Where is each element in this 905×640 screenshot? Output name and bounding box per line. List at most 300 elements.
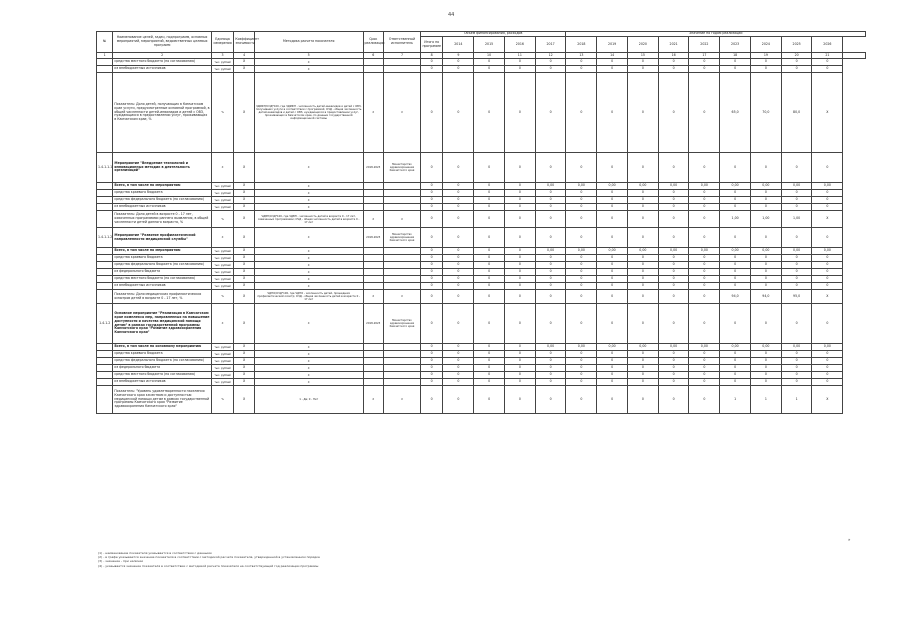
row-value: 0 [535,351,566,358]
row-value: 0,00 [566,183,597,190]
row-value: 0 [750,351,781,358]
table-row [97,290,866,304]
row-coef: Х [234,379,255,386]
row-value: 0 [597,283,628,290]
row-value: 0 [689,59,720,66]
row-value: 0,00 [812,344,843,351]
row-method: Х [254,283,363,290]
row-number [97,372,113,379]
row-value: 0 [443,248,474,255]
row-unit: тыс. рублей [211,283,234,290]
header-year: 2019 [597,37,628,53]
row-value: 0 [535,66,566,73]
row-value: 0 [566,66,597,73]
row-value: 0 [504,183,535,190]
row-value: 0 [627,269,658,276]
row-value: 0 [420,204,443,211]
row-value: 0 [566,262,597,269]
row-method: ЧДВП/ОЧД*100, где ЧДВП - численность детей в возрасте 0 - 17 лет, охваченных программами; ОЧД - общая численность детей в возрасте 0 - 17 лет [254,211,363,228]
row-value: 0 [658,276,689,283]
row-value: 0 [720,379,751,386]
row-name: из внебюджетных источников [113,204,211,211]
row-number [97,290,113,304]
row-value: 0 [474,211,505,228]
row-coef: Х [234,344,255,351]
row-number: 1.4.1.1.2 [97,228,113,248]
row-coef: Х [234,351,255,358]
row-value: 0 [566,73,597,153]
row-value: 0,00 [720,248,751,255]
index-cell: 10 [474,53,505,59]
row-value: 0 [474,190,505,197]
row-value: 0 [566,283,597,290]
row-executor [384,344,421,351]
row-value: 0,00 [597,183,628,190]
row-term: Х [363,73,384,153]
row-value: 0 [658,269,689,276]
row-value: 0 [812,59,843,66]
index-cell: 16 [658,53,689,59]
row-value: 0 [504,379,535,386]
row-name: Основное мероприятие "Реализация в Камчатском крае комплекса мер, направленных на повышение доступности и качества медицинской помощи детям" в рамках государственной программы Камчатского края "Развитие здравоохранения Камчатского края" [113,304,211,344]
row-number [97,269,113,276]
row-number [97,204,113,211]
row-value: 0,00 [720,183,751,190]
row-value: Х [812,290,843,304]
index-cell: 7 [384,53,421,59]
row-value: 0 [474,358,505,365]
row-value: 0,00 [750,344,781,351]
row-number [97,248,113,255]
row-method: Х [254,304,363,344]
header-year: 2022 [689,37,720,53]
row-value: 0 [474,262,505,269]
row-value: 0 [689,66,720,73]
row-value: 0 [750,372,781,379]
row-value: 0 [535,358,566,365]
row-value: 0 [781,372,812,379]
row-executor [384,183,421,190]
row-value: 0 [597,304,628,344]
index-cell: 13 [566,53,597,59]
row-value: 0 [750,379,781,386]
row-value: 1 [750,386,781,414]
row-unit: тыс. рублей [211,248,234,255]
row-value: 0 [443,190,474,197]
row-value: 0 [597,211,628,228]
row-value: 0 [781,228,812,248]
row-executor [384,248,421,255]
row-value: 0 [597,358,628,365]
row-value: 0 [658,358,689,365]
row-coef: Х [234,365,255,372]
end-marker: » [848,537,851,542]
row-value: 0 [689,365,720,372]
table-row [97,211,866,228]
row-value: 0 [420,358,443,365]
row-value: 0 [720,66,751,73]
row-value: 0,00 [720,344,751,351]
table-row [97,269,866,276]
row-value: 0 [750,255,781,262]
row-value: 0 [420,66,443,73]
row-unit: % [211,386,234,414]
row-value: 0 [504,73,535,153]
row-value: 0,00 [597,344,628,351]
header-year: 2018 [566,37,597,53]
table-row [97,197,866,204]
row-value: 0,00 [658,344,689,351]
row-value: 0 [597,351,628,358]
row-coef: Х [234,211,255,228]
row-method: Х [254,351,363,358]
table-row [97,372,866,379]
row-value: 0,00 [781,248,812,255]
row-value: 0 [504,190,535,197]
row-value: 0 [781,365,812,372]
row-name: Всего, в том числе по мероприятию [113,183,211,190]
row-value: 0 [474,153,505,183]
table-row [97,351,866,358]
row-value: 0 [750,276,781,283]
row-unit: % [211,211,234,228]
row-value: 0 [420,365,443,372]
row-value: 0 [627,190,658,197]
row-value: 0 [504,386,535,414]
row-number [97,262,113,269]
row-unit: тыс. рублей [211,269,234,276]
row-value: 0 [474,276,505,283]
row-executor: Х [384,290,421,304]
row-value: 0 [474,255,505,262]
row-value: 0 [720,283,751,290]
row-executor [384,379,421,386]
row-method: Х [254,344,363,351]
index-cell: 17 [689,53,720,59]
row-method: Х [254,372,363,379]
header-group-values: Значение по годам реализации [566,32,866,37]
header-year: 2024 [750,37,781,53]
row-value: 0 [535,211,566,228]
row-value: 0 [566,228,597,248]
index-cell: 6 [363,53,384,59]
index-cell: 15 [627,53,658,59]
program-table [96,31,866,414]
table-row [97,66,866,73]
row-value: 0 [720,351,751,358]
row-value: 0 [443,290,474,304]
row-executor: Х [384,211,421,228]
row-number [97,358,113,365]
row-value: 0 [720,228,751,248]
row-unit: Х [211,304,234,344]
row-coef: Х [234,59,255,66]
row-value: 0 [597,204,628,211]
row-value: 0 [750,283,781,290]
row-method: Х [254,190,363,197]
index-cell: 19 [750,53,781,59]
row-value: 0 [689,190,720,197]
table-row [97,358,866,365]
row-value: 0 [781,283,812,290]
row-value: 0 [420,197,443,204]
row-value: 0,00 [750,248,781,255]
header-unit: Единица измерения [211,32,234,53]
row-method: Х [254,358,363,365]
row-value: 0 [420,248,443,255]
row-name: Показатель: Доля медицинских профилактических осмотров детей в возрасте 0 - 17 лет, % [113,290,211,304]
row-value: 0 [812,351,843,358]
row-value: 0 [658,211,689,228]
row-value: 0 [720,197,751,204]
index-cell: 3 [211,53,234,59]
row-value: 0 [658,190,689,197]
row-value: 0 [658,228,689,248]
row-method: Х [254,204,363,211]
row-value: 0 [535,73,566,153]
row-executor [384,262,421,269]
row-value: 0 [658,66,689,73]
row-method: Х [254,153,363,183]
row-value: 0 [474,344,505,351]
row-value: 0 [443,183,474,190]
row-value: 0,00 [627,344,658,351]
row-name: Показатель: "Уровень удовлетворенности населения Камчатского края качеством и доступностью медицинской помощи детям в рамках государственной программы Камчатского края "Развитие здравоохранения Камчатского края" [113,386,211,414]
row-value: 0 [781,379,812,386]
row-value: 0 [535,276,566,283]
row-method: Х [254,183,363,190]
row-value: 0 [535,379,566,386]
row-value: 0 [781,255,812,262]
row-number [97,211,113,228]
row-coef: Х [234,183,255,190]
row-value: 0 [689,262,720,269]
row-name: Всего, в том числе по основному мероприятию [113,344,211,351]
row-unit: тыс. рублей [211,59,234,66]
table-row [97,153,866,183]
index-cell: 8 [420,53,443,59]
row-value: 0 [658,59,689,66]
table-row [97,276,866,283]
row-value: 0 [443,228,474,248]
row-value: 0 [420,59,443,66]
row-value: 0 [443,358,474,365]
row-coef: Х [234,248,255,255]
table-row [97,386,866,414]
header-year: 2020 [627,37,658,53]
row-value: 0,00 [689,344,720,351]
row-value: 0 [504,59,535,66]
header-year: 2026 [812,37,843,53]
row-name: средства краевого бюджета [113,190,211,197]
row-value: 0 [812,276,843,283]
row-value: 0 [812,379,843,386]
row-value: 0,00 [535,344,566,351]
row-value: 0 [627,211,658,228]
row-value: 0 [535,290,566,304]
row-executor [384,59,421,66]
row-term: Х [363,211,384,228]
row-coef: Х [234,304,255,344]
row-value: 1 [720,386,751,414]
row-coef: Х [234,276,255,283]
row-value: 0 [689,276,720,283]
table-row [97,228,866,248]
row-value: 0 [781,262,812,269]
row-value: 0,00 [535,248,566,255]
row-value: 0 [689,386,720,414]
row-term [363,66,384,73]
row-value: 0,00 [689,183,720,190]
row-value: 0 [443,197,474,204]
row-value: 0 [658,204,689,211]
row-executor: Министерство здравоохранения Камчатского края [384,228,421,248]
row-value: 0 [781,204,812,211]
row-value: 0 [812,372,843,379]
row-executor: Министерство здравоохранения Камчатского края [384,304,421,344]
row-name: средства краевого бюджета [113,351,211,358]
row-value: 0 [812,255,843,262]
row-name: средства федерального бюджета (по согласованию) [113,358,211,365]
row-number [97,66,113,73]
header-year: 2015 [474,37,505,53]
row-value: 0 [474,66,505,73]
row-executor [384,365,421,372]
row-method: Х [254,248,363,255]
row-value: 0 [420,211,443,228]
row-value: 0 [535,262,566,269]
row-value: 0 [750,59,781,66]
row-executor [384,372,421,379]
row-executor [384,358,421,365]
row-value: 0 [597,262,628,269]
row-value: 0 [689,211,720,228]
row-value: 0 [627,358,658,365]
table-row [97,73,866,153]
row-value: 0 [474,228,505,248]
row-value: 0 [566,379,597,386]
row-value: 0 [504,304,535,344]
row-value: 70,0 [750,73,781,153]
row-name: Всего, в том числе по мероприятию [113,248,211,255]
row-value: 0 [689,153,720,183]
row-value: 0,00 [535,183,566,190]
row-value: 0 [627,66,658,73]
row-number [97,365,113,372]
row-value: 0 [566,255,597,262]
row-value: 0 [504,283,535,290]
row-value: 0 [627,153,658,183]
row-value: 0,00 [658,183,689,190]
row-value: 0 [812,269,843,276]
row-value: 0 [781,190,812,197]
row-value: 0 [750,190,781,197]
row-value: 0 [627,262,658,269]
row-name: из внебюджетных источников [113,379,211,386]
row-value: 0 [566,59,597,66]
row-value: 0 [658,386,689,414]
row-value: 0 [781,59,812,66]
row-value: 0 [474,351,505,358]
footnote: (2) - в графе указывается значение показателя в соответствии с методикой расчета показателя, утвержденной в установленном порядке [98,555,320,560]
row-value: 0 [689,269,720,276]
row-value: 0 [781,153,812,183]
row-value: 0 [504,358,535,365]
row-value: 0 [566,365,597,372]
row-term: 2018-2023 [363,304,384,344]
row-value: 0 [597,255,628,262]
row-value: 0,00 [627,248,658,255]
row-value: 0 [535,304,566,344]
row-coef: Х [234,204,255,211]
row-unit: тыс. рублей [211,372,234,379]
row-value: 0 [420,73,443,153]
header-year: 2021 [658,37,689,53]
row-value: 0 [781,197,812,204]
footnote: (1) - наименование показателя указывается в соответствии с данными [98,551,212,555]
row-value: 0 [474,197,505,204]
row-value: 0 [420,386,443,414]
row-method: Х [254,228,363,248]
row-value: 0 [812,304,843,344]
row-value: 0 [535,228,566,248]
row-value: 0 [597,228,628,248]
header-exec: Ответственный исполнитель [384,32,421,53]
row-unit: % [211,73,234,153]
footnote: (3) - значение - при наличии [98,559,144,564]
row-value: 0 [689,304,720,344]
row-value: 0 [689,290,720,304]
row-value: 0 [597,66,628,73]
row-value: 0 [535,59,566,66]
row-value: 1,00 [781,211,812,228]
row-value: 0 [504,255,535,262]
row-term [363,262,384,269]
row-value: 0 [658,283,689,290]
row-value: 0 [443,344,474,351]
row-term [363,344,384,351]
row-executor [384,66,421,73]
row-value: 1 [781,386,812,414]
row-value: 0 [420,228,443,248]
row-value: 0 [474,269,505,276]
row-unit: тыс. рублей [211,379,234,386]
row-number [97,344,113,351]
header-total: Итого по программе [420,37,443,53]
row-value: 0 [504,269,535,276]
row-term [363,59,384,66]
row-name: средства местного бюджета (по согласованию) [113,372,211,379]
row-method: Х [254,276,363,283]
row-value: 0 [627,304,658,344]
row-number [97,379,113,386]
index-cell: 21 [812,53,843,59]
row-executor [384,283,421,290]
row-value: 0 [627,73,658,153]
row-term: Х [363,290,384,304]
row-unit: % [211,290,234,304]
row-value: 0 [689,283,720,290]
row-number [97,73,113,153]
row-value: 0 [443,153,474,183]
header-num: № [97,32,113,53]
header-year: 2023 [720,37,751,53]
table-row [97,183,866,190]
row-value: 0 [535,372,566,379]
row-value: 0 [566,290,597,304]
row-value: 0 [720,269,751,276]
row-value: 0 [597,372,628,379]
